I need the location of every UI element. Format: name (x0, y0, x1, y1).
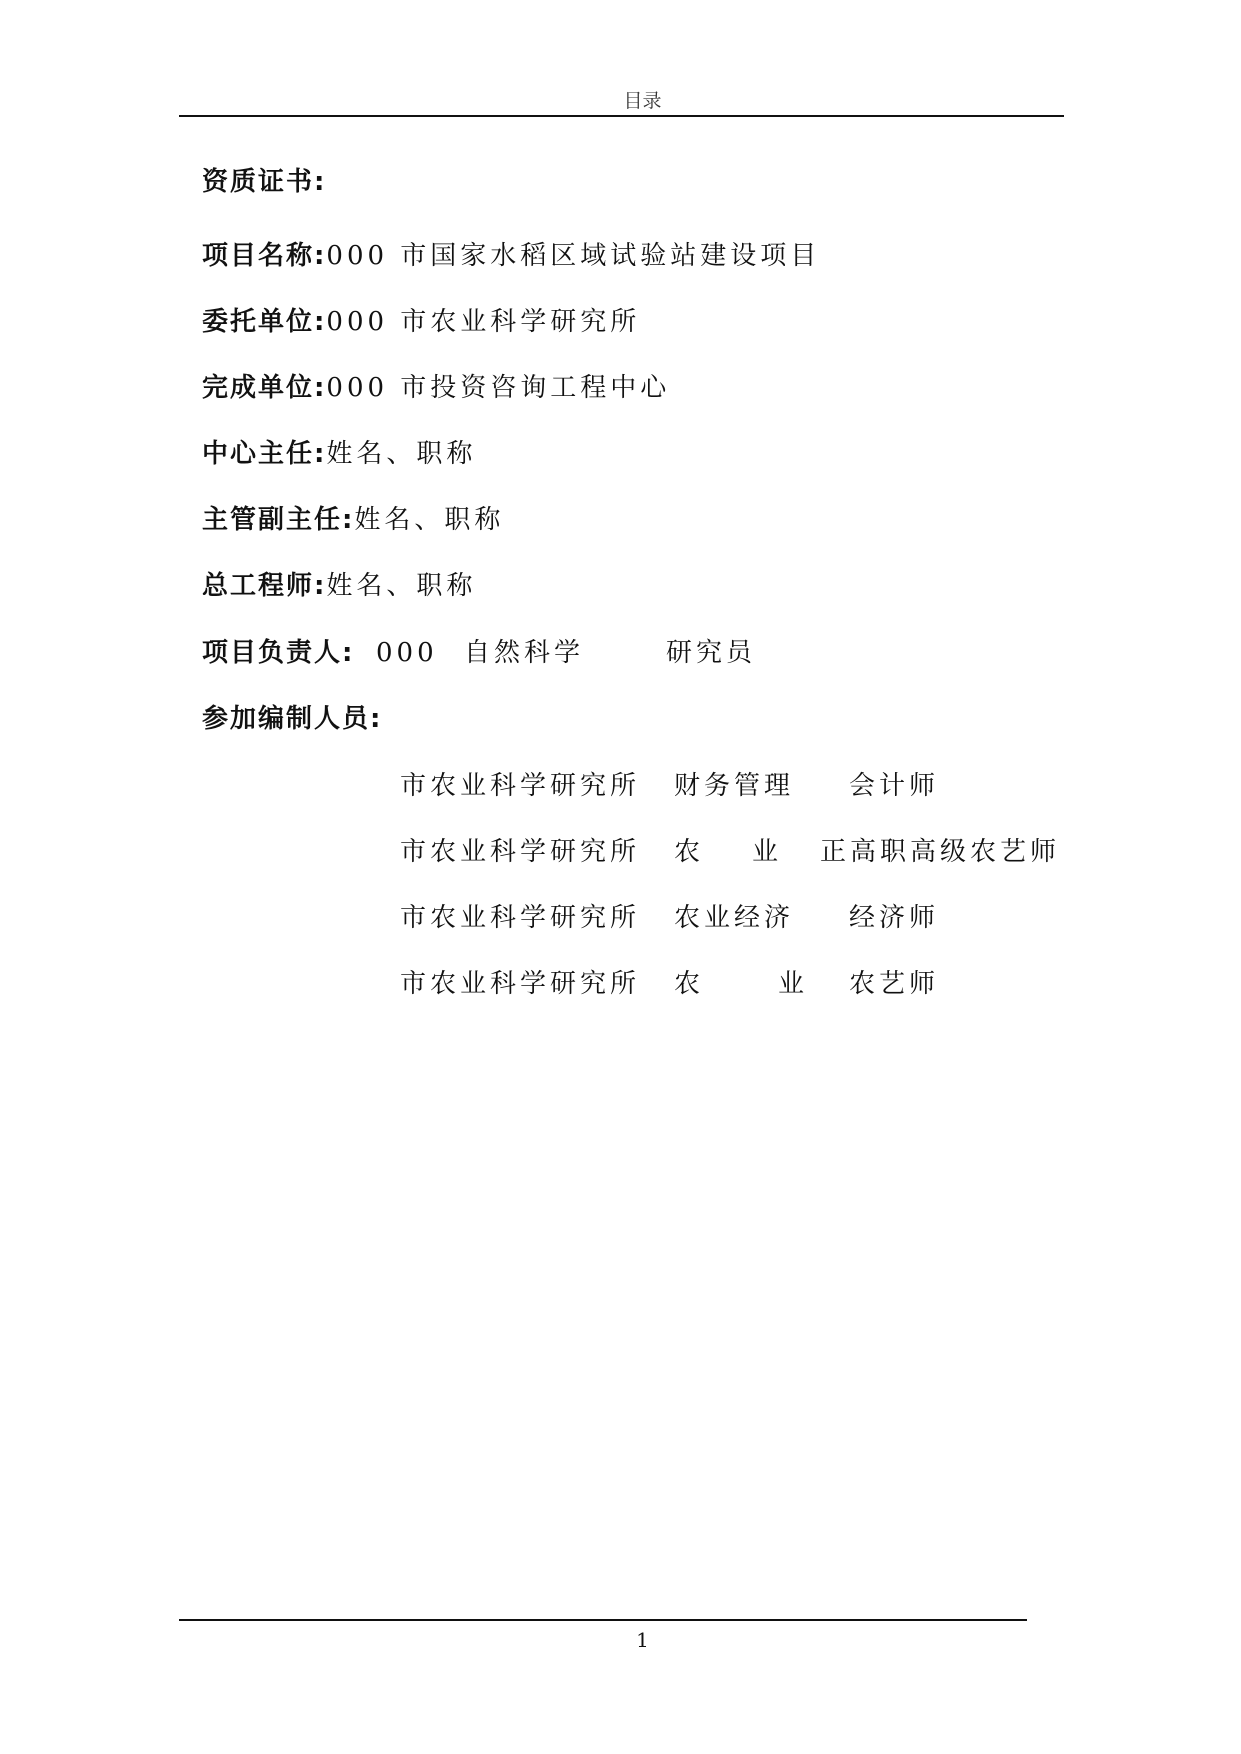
project-lead-label: 项目负责人: (202, 638, 355, 668)
participant-specialty: 财务管理 (674, 771, 795, 801)
header-divider (179, 115, 1064, 117)
section-title (202, 162, 326, 202)
field-value: 000 市国家水稻区域试验站建设项目 (326, 241, 821, 271)
field-value: 姓名、职称 (354, 505, 505, 535)
field-deputy-director (202, 500, 504, 540)
field-value: 姓名、职称 (326, 439, 477, 469)
field-chief-engineer (202, 566, 476, 606)
field-center-director (202, 434, 476, 474)
footer-divider (179, 1619, 1027, 1621)
participant-org: 市农业科学研究所 (400, 903, 641, 933)
field-label: 总工程师: (202, 571, 327, 601)
project-lead-field: 自然科学 (464, 638, 585, 668)
participant-org: 市农业科学研究所 (400, 969, 641, 999)
participant-title: 正高职高级农艺师 (820, 837, 1061, 867)
participant-specialty: 农 业 (674, 969, 805, 999)
field-value: 姓名、职称 (326, 571, 477, 601)
participant-org: 市农业科学研究所 (400, 771, 641, 801)
field-label: 主管副主任: (202, 505, 355, 535)
participant-specialty: 农 业 (674, 837, 779, 867)
participant-title: 会计师 (849, 771, 940, 801)
field-client (202, 302, 640, 342)
field-label: 项目名称: (202, 241, 327, 271)
field-label: 中心主任: (202, 439, 327, 469)
participants-heading (202, 699, 382, 739)
project-lead-title: 研究员 (666, 638, 757, 668)
project-lead-name: 000 (376, 638, 438, 668)
field-project-name (202, 236, 820, 276)
participant-org: 市农业科学研究所 (400, 837, 641, 867)
header-title: 目录 (623, 90, 662, 112)
field-label: 委托单位: (202, 307, 327, 337)
participant-specialty: 农业经济 (674, 903, 795, 933)
field-contractor (202, 368, 670, 408)
participants-label: 参加编制人员: (202, 704, 383, 734)
field-value: 000 市农业科学研究所 (326, 307, 641, 337)
project-lead (202, 633, 354, 673)
field-label: 完成单位: (202, 373, 327, 403)
page-number: 1 (636, 1628, 649, 1652)
participant-title: 农艺师 (849, 969, 940, 999)
field-value: 000 市投资咨询工程中心 (326, 373, 671, 403)
participant-title: 经济师 (849, 903, 940, 933)
section-title-label: 资质证书: (202, 167, 327, 197)
